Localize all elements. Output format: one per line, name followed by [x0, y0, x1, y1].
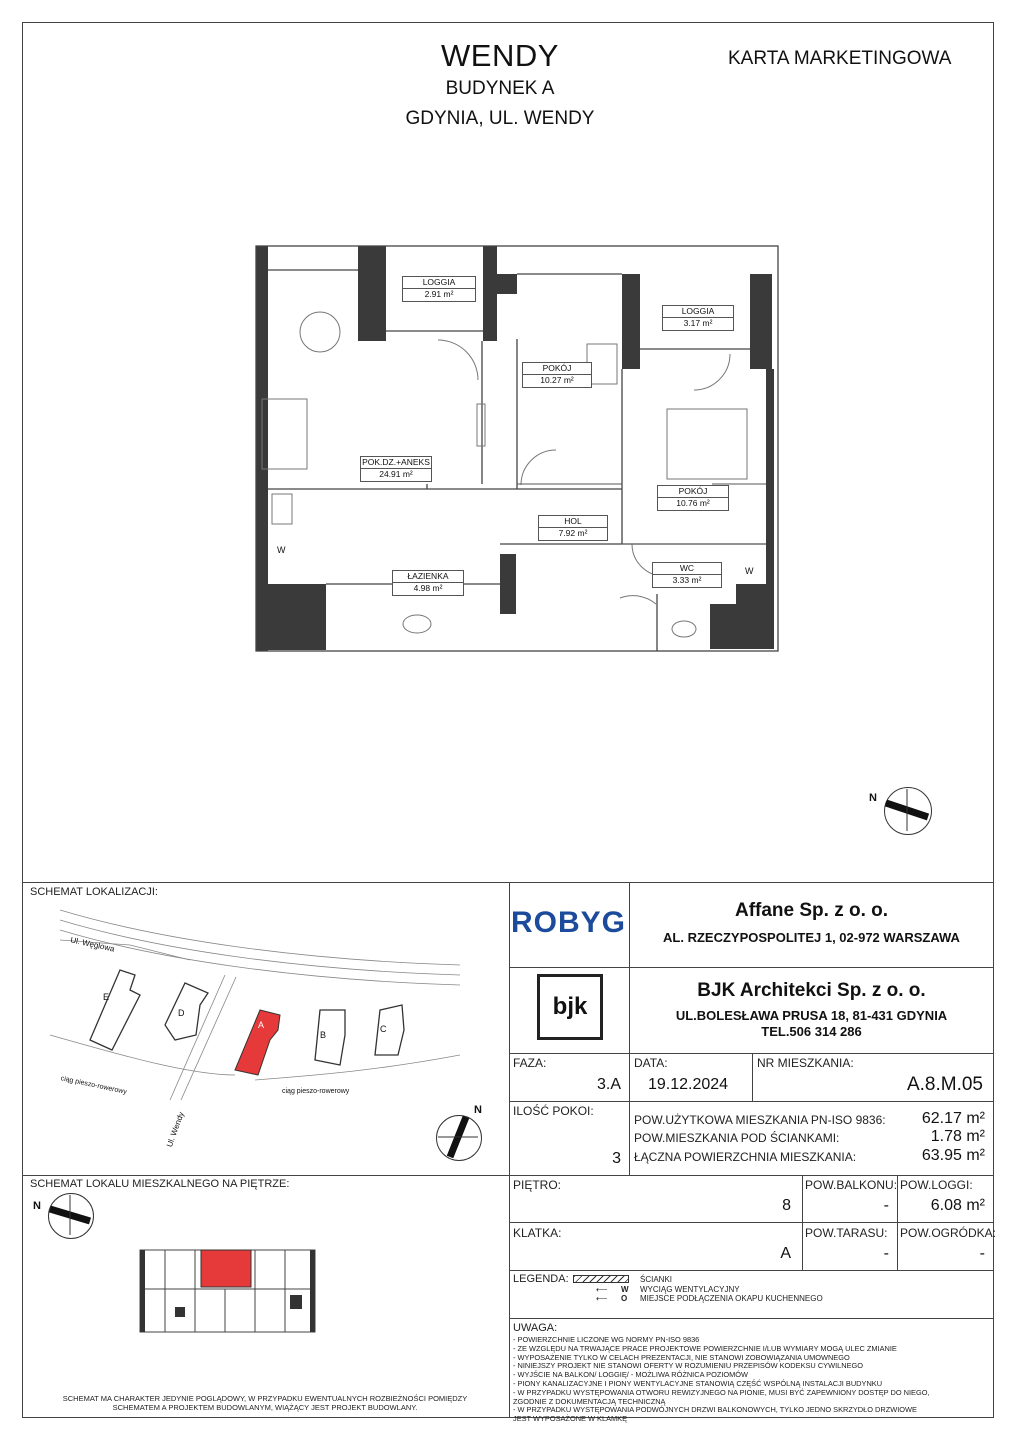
architect-address: UL.BOLESŁAWA PRUSA 18, 81-431 GDYNIA	[675, 1008, 948, 1023]
path-label: ciąg pieszo-rowerowy	[60, 1075, 128, 1096]
uwaga-item: - WYPOSAŻENIE TYLKO W CELACH PREZENTACJI, NIE STANOWI ZOBOWIĄZANIA UMOWNEGO	[513, 1352, 850, 1362]
legend-symbol: W	[621, 1285, 629, 1294]
project-address: GDYNIA, UL. WENDY	[405, 108, 595, 129]
path-label: ciąg pieszo-rowerowy	[282, 1088, 350, 1095]
hood-arrow-icon: ⟵	[596, 1294, 608, 1303]
uwaga-item: - PIONY KANALIZACYJNE I PIONY WENTYLACYJNE STANOWIĄ CZĘŚĆ WSPÓLNĄ INSTALACJI BUDYNKU	[513, 1378, 883, 1388]
robyg-logo: ROBYG	[511, 906, 627, 939]
architect-name: BJK Architekci Sp. z o. o.	[697, 980, 926, 1001]
divider	[509, 1270, 994, 1271]
compass-north-label: N	[33, 1200, 41, 1212]
uwaga-item: - ZE WZGLĘDU NA TRWAJĄCE PRACE PROJEKTOWE POWIERZCHNIE I/LUB WYMIARY MOGĄ ULEC ZMIANIE	[513, 1343, 897, 1353]
room-label-hol: HOL 7.92 m²	[538, 515, 608, 541]
compass-north-label: N	[474, 1104, 482, 1116]
uwaga-item: - W PRZYPADKU WYSTĘPOWANIA OTWORU REWIZYJNEGO NA PIONIE, MUSI BYĆ ZAPEWNIONY DOSTĘP DO NIEGO,	[513, 1387, 930, 1397]
compass-north-label: N	[869, 792, 877, 804]
room-label-living: POK.DZ.+ANEKS 24.91 m²	[360, 456, 432, 482]
divider	[509, 967, 994, 968]
divider	[509, 1222, 994, 1223]
floor-scheme-note: SCHEMATEM A PROJEKTEM BUDOWLANYM, WIĄŻĄCY JEST PROJEKT BUDOWLANY.	[112, 1403, 418, 1412]
wall-hatch-icon	[573, 1275, 629, 1283]
building-letter: D	[178, 1008, 185, 1018]
uwaga-item: - W PRZYPADKU WYSTĘPOWANIA PODWÓJNYCH DRZWI BALKONOWYCH, TYLKO JEDNO SKRZYDŁO DRZWIOWE	[513, 1405, 917, 1415]
pow-pod-label: POW.MIESZKANIA POD ŚCIANKAMI:	[634, 1131, 840, 1145]
uwaga-item: - WYJŚCIE NA BALKON/ LOGGIĘ/ - MOŻLIWA RÓŻNICA POZIOMÓW	[513, 1370, 749, 1380]
floor-scheme-label: SCHEMAT LOKALU MIESZKALNEGO NA PIĘTRZE:	[30, 1178, 290, 1190]
divider	[509, 1318, 994, 1319]
data-value: 19.12.2024	[648, 1076, 729, 1093]
ilosc-pokoi-label: ILOŚĆ POKOI:	[513, 1104, 594, 1118]
faza-value: 3.A	[596, 1076, 621, 1093]
pow-pod-value: 1.78 m²	[930, 1128, 985, 1145]
pow-uzytkowa-label: POW.UŻYTKOWA MIESZKANIA PN-ISO 9836:	[634, 1113, 886, 1127]
legend-symbol: O	[621, 1294, 628, 1303]
bjk-logo-text: bjk	[552, 993, 588, 1020]
street-label: Ul. Wendy	[164, 1110, 186, 1149]
divider	[629, 1053, 630, 1101]
uwaga-item: - NINIEJSZY PROJEKT NIE STANOWI OFERTY W ROZUMIENIU PRZEPISÓW KODEKSU CYWILNEGO	[513, 1361, 863, 1371]
room-label-pokoj-2: POKÓJ 10.76 m²	[657, 485, 729, 511]
vent-symbol: W	[277, 545, 286, 555]
room-label-lazienka: ŁAZIENKA 4.98 m²	[392, 570, 464, 596]
pow-uzytkowa-value: 62.17 m²	[921, 1110, 985, 1127]
project-title: WENDY	[441, 38, 559, 73]
building-letter: C	[380, 1024, 387, 1034]
balkon-value: -	[883, 1197, 889, 1214]
klatka-value: A	[780, 1245, 791, 1262]
compass-icon	[884, 787, 932, 835]
ogrodek-label: POW.OGRÓDKA:	[900, 1226, 997, 1240]
street-label: Ul. Węglowa	[69, 935, 116, 954]
building-letter: A	[258, 1020, 265, 1030]
pietro-value: 8	[782, 1197, 791, 1214]
legend-item: ŚCIANKI	[640, 1275, 673, 1284]
uwaga-item: JEST WYPOSAŻONE W KLAMKĘ	[513, 1414, 628, 1424]
location-map	[40, 905, 460, 1100]
ogrodek-value: -	[979, 1245, 985, 1262]
room-label-loggia-2: LOGGIA 3.17 m²	[662, 305, 734, 331]
pow-lacz-label: ŁĄCZNA POWIERZCHNIA MIESZKANIA:	[634, 1150, 857, 1164]
building-letter: B	[320, 1030, 327, 1040]
building-letter: E	[103, 992, 110, 1002]
nr-label: NR MIESZKANIA:	[757, 1056, 854, 1070]
loggia-label: POW.LOGGI:	[900, 1178, 973, 1192]
document-type: KARTA MARKETINGOWA	[728, 48, 952, 69]
uwaga-label: UWAGA:	[513, 1322, 558, 1334]
legend-item: MIEJSCE PODŁĄCZENIA OKAPU KUCHENNEGO	[640, 1294, 823, 1303]
compass-icon	[48, 1193, 94, 1239]
architect-phone: TEL.506 314 286	[761, 1024, 862, 1039]
building-name: BUDYNEK A	[445, 78, 555, 99]
uwaga-item: ZGODNIE Z DOKUMENTACJĄ TECHNICZNĄ	[513, 1396, 666, 1406]
divider	[22, 882, 994, 883]
developer-address: AL. RZECZYPOSPOLITEJ 1, 02-972 WARSZAWA	[663, 930, 960, 945]
divider	[752, 1053, 753, 1101]
legend-label: LEGENDA:	[513, 1273, 569, 1285]
legend-item: WYCIĄG WENTYLACYJNY	[640, 1285, 740, 1294]
pietro-label: PIĘTRO:	[513, 1178, 562, 1192]
room-label-loggia-1: LOGGIA 2.91 m²	[402, 276, 476, 302]
loggia-value: 6.08 m²	[930, 1197, 985, 1214]
developer-name: Affane Sp. z o. o.	[734, 900, 889, 921]
ilosc-pokoi-value: 3	[612, 1150, 621, 1167]
taras-label: POW.TARASU:	[805, 1226, 888, 1240]
room-label-pokoj-1: POKÓJ 10.27 m²	[522, 362, 592, 388]
divider	[509, 1101, 994, 1102]
klatka-label: KLATKA:	[513, 1226, 562, 1240]
room-label-wc: WC 3.33 m²	[652, 562, 722, 588]
vent-symbol: W	[745, 566, 754, 576]
vent-arrow-icon: ⟵	[596, 1285, 608, 1294]
taras-value: -	[883, 1245, 889, 1262]
faza-label: FAZA:	[513, 1056, 547, 1070]
compass-icon	[436, 1115, 482, 1161]
uwaga-notes	[513, 1336, 988, 1424]
data-label: DATA:	[634, 1056, 668, 1070]
floor-scheme-plan	[135, 1245, 320, 1337]
bjk-logo	[537, 974, 603, 1040]
pow-lacz-value: 63.95 m²	[921, 1147, 985, 1164]
divider	[22, 1175, 994, 1176]
uwaga-item: - POWIERZCHNIE LICZONE WG NORMY PN-ISO 9836	[513, 1335, 700, 1344]
floor-scheme-note: SCHEMAT MA CHARAKTER JEDYNIE POGLĄDOWY, W PRZYPADKU EWENTUALNYCH ROZBIEŻNOŚCI POMIĘDZY	[62, 1394, 468, 1403]
divider	[509, 882, 510, 1418]
balkon-label: POW.BALKONU:	[805, 1178, 898, 1192]
nr-value: A.8.M.05	[906, 1074, 983, 1095]
divider	[629, 1101, 630, 1175]
location-scheme-label: SCHEMAT LOKALIZACJI:	[30, 886, 158, 898]
